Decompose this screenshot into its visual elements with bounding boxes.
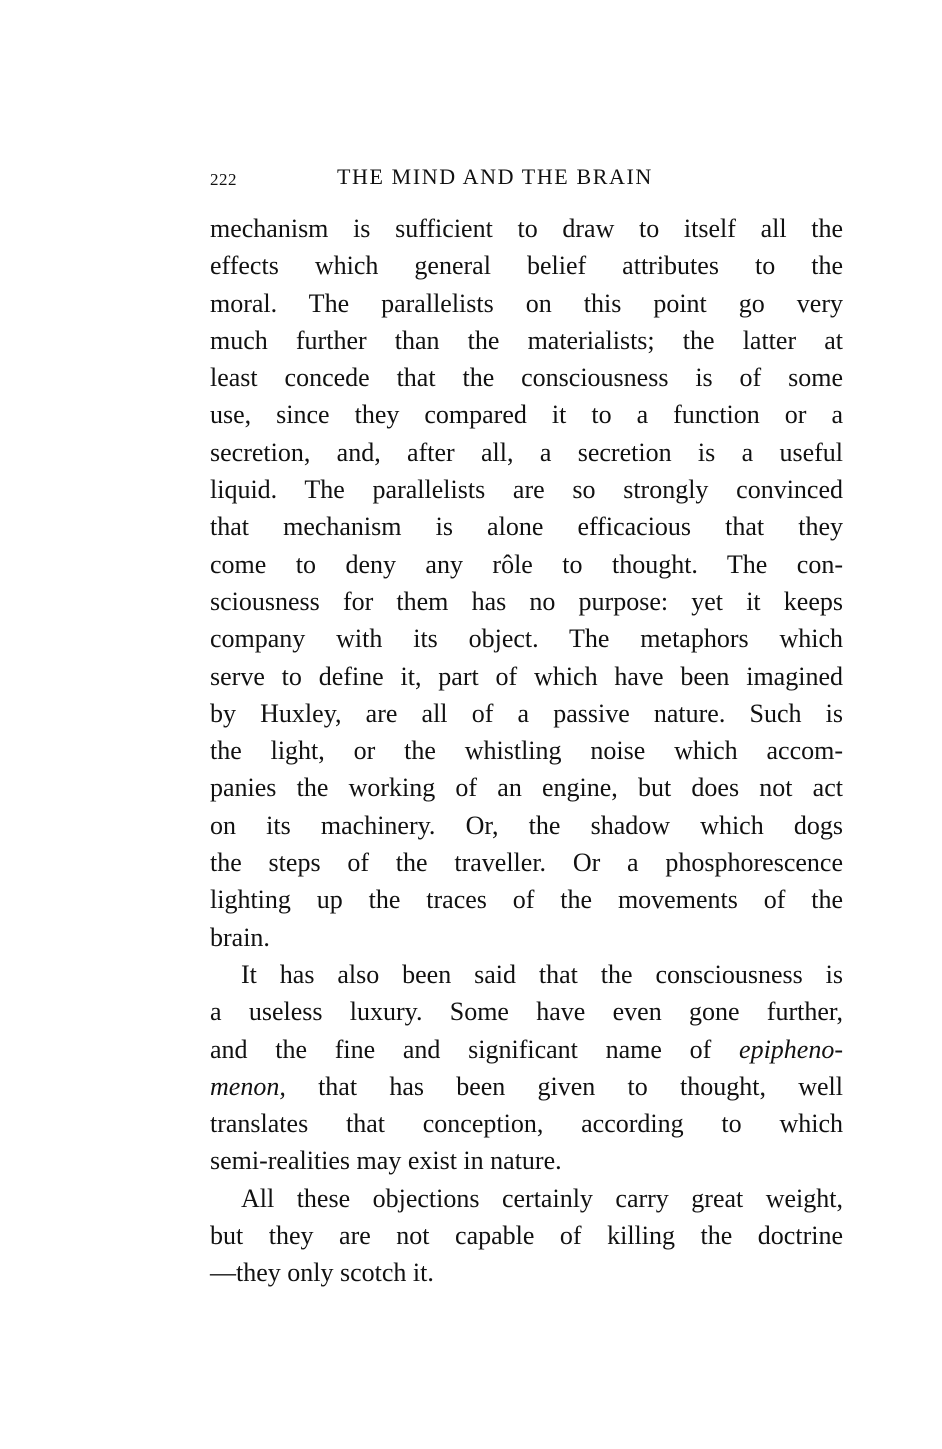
text-line: but they are not capable of killing the doctrine	[210, 1221, 843, 1251]
text-line: effects which general belief attributes to the	[210, 251, 843, 281]
text-line: semi-realities may exist in nature.	[210, 1146, 562, 1176]
text-line: by Huxley, are all of a passive nature. Such is	[210, 698, 843, 728]
text-line: brain.	[210, 922, 270, 952]
text-line: come to deny any rôle to thought. The con-	[210, 549, 843, 579]
text-line: moral. The parallelists on this point go very	[210, 288, 843, 318]
italic-term: menon,	[210, 1071, 286, 1101]
text-line: secretion, and, after all, a secretion is a useful	[210, 437, 843, 467]
paragraph-3	[210, 1180, 843, 1292]
text-line: on its machinery. Or, the shadow which dogs	[210, 810, 843, 840]
text-line: least concede that the consciousness is of some	[210, 363, 843, 393]
text-line: the steps of the traveller. Or a phosphorescence	[210, 848, 843, 878]
running-title: THE MIND AND THE BRAIN	[337, 164, 653, 189]
italic-term: epipheno-	[739, 1034, 843, 1064]
text-line: that mechanism is alone efficacious that they	[210, 512, 843, 542]
text-line: liquid. The parallelists are so strongly convinced	[210, 475, 843, 505]
text-line	[210, 1068, 843, 1105]
text-line: much further than the materialists; the latter at	[210, 325, 843, 355]
text-line: serve to define it, part of which have been imagined	[210, 661, 843, 691]
text-line: mechanism is sufficient to draw to itself all the	[210, 214, 843, 243]
text-line: It has also been said that the consciousness is	[241, 959, 843, 989]
text-run: and the fine and significant name of	[210, 1034, 740, 1064]
text-line: sciousness for them has no purpose: yet it keeps	[210, 586, 843, 616]
text-line: use, since they compared it to a function or a	[210, 400, 843, 430]
text-line: a useless luxury. Some have even gone further,	[210, 997, 843, 1027]
text-line: company with its object. The metaphors which	[210, 624, 843, 654]
paragraph-1	[210, 210, 843, 956]
page-number: 222	[210, 170, 237, 189]
paragraph-2	[210, 956, 843, 1180]
text-line	[210, 1031, 843, 1068]
text-run: that has been given to thought, well	[318, 1071, 843, 1101]
text-line: lighting up the traces of the movements of the	[210, 885, 843, 915]
body-text	[210, 210, 843, 1292]
text-line: translates that conception, according to which	[210, 1109, 843, 1139]
text-line: panies the working of an engine, but does not act	[210, 773, 843, 803]
running-head	[210, 164, 843, 192]
text-line: —they only scotch it.	[210, 1258, 434, 1288]
text-line: All these objections certainly carry great weight,	[241, 1183, 843, 1213]
text-line: the light, or the whistling noise which accom-	[210, 736, 843, 766]
